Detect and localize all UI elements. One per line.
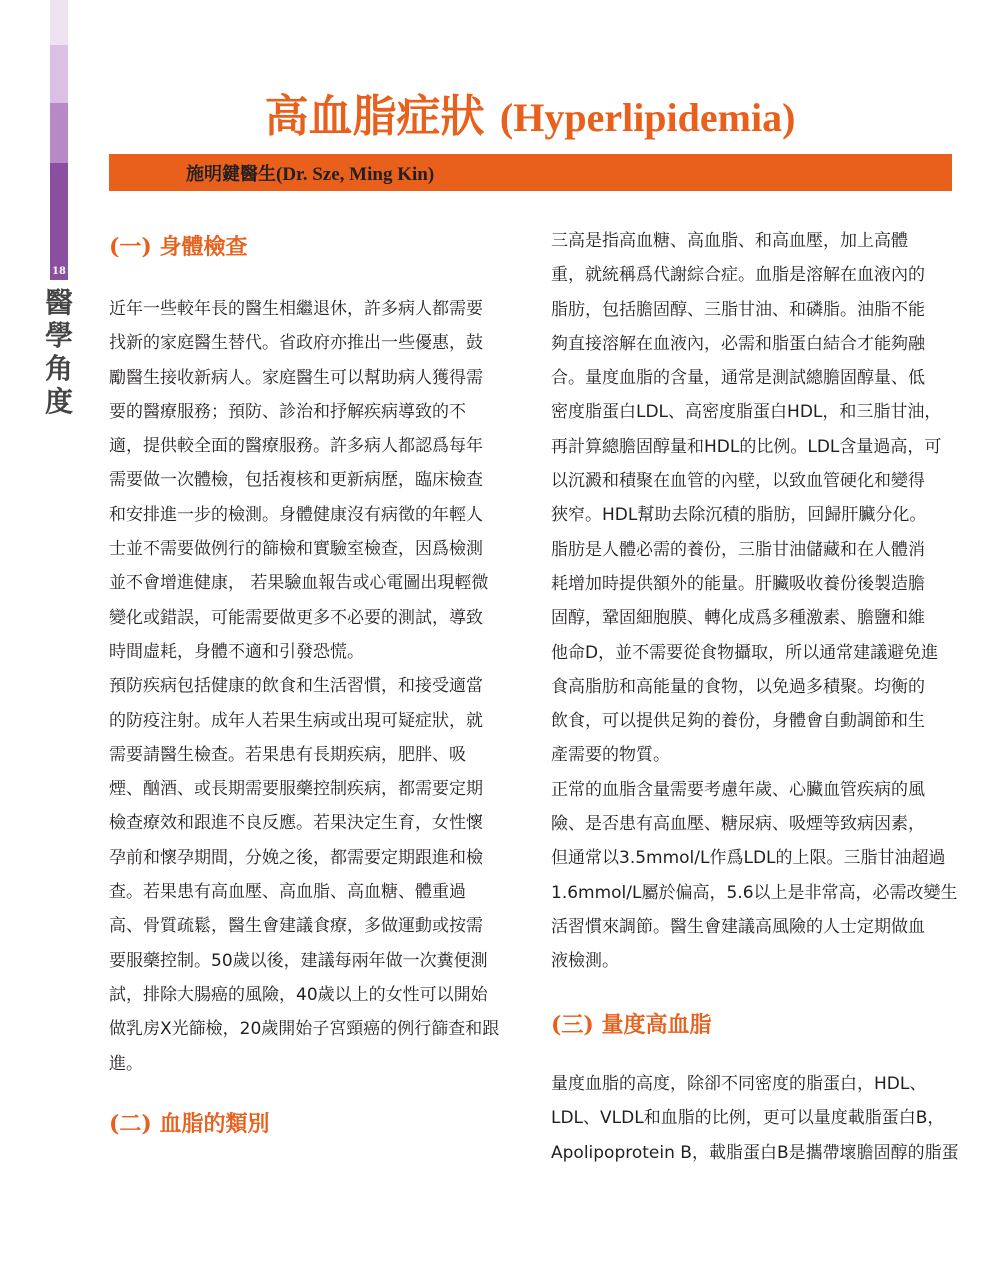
text-line: 找新的家庭醫生替代。省政府亦推出一些優惠，鼓 — [109, 333, 483, 354]
section-heading-3: (三) 量度高血脂 — [551, 1012, 712, 1038]
section-3-body — [551, 1067, 961, 1170]
text-line: 高、骨質疏鬆，醫生會建議食療，多做運動或按需 — [109, 916, 483, 937]
text-line: 密度脂蛋白LDL、高密度脂蛋白HDL，和三脂甘油， — [551, 402, 942, 423]
text-line: 查。若果患有高血壓、高血脂、高血糖、體重過 — [109, 882, 466, 903]
text-line: 固醇，鞏固細胞膜、轉化成爲多種激素、膽鹽和維 — [551, 608, 925, 629]
text-line: 耗增加時提供額外的能量。肝臟吸收養份後製造膽 — [551, 573, 925, 594]
left-column-body — [109, 292, 519, 1081]
text-line: 夠直接溶解在血液內，必需和脂蛋白結合才能夠融 — [551, 333, 925, 354]
text-line: 需要請醫生檢查。若果患有長期疾病，肥胖、吸 — [109, 744, 466, 765]
text-line: 但通常以3.5mmol/L作爲LDL的上限。三脂甘油超過 — [551, 848, 946, 869]
section-label-char: 學 — [44, 319, 73, 352]
text-line: 孕前和懷孕期間，分娩之後，都需要定期跟進和檢 — [109, 847, 483, 868]
text-line: 預防疾病包括健康的飲食和生活習慣，和接受適當 — [109, 676, 483, 697]
author-chinese: 施明鍵醫生 — [186, 164, 276, 185]
text-line: 和安排進一步的檢測。身體健康沒有病徵的年輕人 — [109, 504, 483, 525]
text-line: 產需要的物質。 — [551, 745, 670, 766]
text-line: 的防疫注射。成年人若果生病或出現可疑症狀，就 — [109, 710, 483, 731]
text-line: 要的醫療服務；預防、診治和抒解疾病導致的不 — [109, 401, 466, 422]
text-line: 士並不需要做例行的篩檢和實驗室檢查，因爲檢測 — [109, 539, 483, 560]
text-line: 再計算總膽固醇量和HDL的比例。LDL含量過高，可 — [551, 436, 942, 457]
text-line: 他命D，並不需要從食物攝取，所以通常建議避免進 — [551, 642, 939, 663]
section-label-vertical — [44, 286, 74, 418]
text-line: 進。 — [109, 1053, 143, 1074]
text-line: LDL、VLDL和血脂的比例，更可以量度載脂蛋白B， — [551, 1108, 945, 1129]
text-line: 飲食，可以提供足夠的養份，身體會自動調節和生 — [551, 711, 925, 732]
section-label-char: 度 — [44, 385, 73, 418]
text-line: 活習慣來調節。醫生會建議高風險的人士定期做血 — [551, 916, 925, 937]
text-line: 量度血脂的高度，除卻不同密度的脂蛋白，HDL、 — [551, 1074, 927, 1094]
text-line: 試，排除大腸癌的風險，40歲以上的女性可以開始 — [109, 984, 488, 1005]
text-line: 狹窄。HDL幫助去除沉積的脂肪，回歸肝臟分化。 — [551, 505, 927, 526]
text-line: 煙、酗酒、或長期需要服藥控制疾病，都需要定期 — [109, 779, 483, 800]
text-line: 時間虛耗，身體不適和引發恐慌。 — [109, 641, 364, 662]
text-line: 1.6mmol/L屬於偏高，5.6以上是非常高，必需改變生 — [551, 882, 958, 903]
page-number: 18 — [50, 263, 68, 280]
section-label-char: 角 — [44, 352, 73, 385]
page-title — [0, 80, 1000, 144]
text-line: 檢查療效和跟進不良反應。若果決定生育，女性懷 — [109, 813, 483, 834]
author-english: (Dr. Sze, Ming Kin) — [276, 164, 435, 185]
text-line: 脂肪是人體必需的養份，三脂甘油儲藏和在人體消 — [551, 539, 925, 560]
title-chinese: 高血脂症狀 — [264, 91, 485, 142]
sidebar-band-4 — [50, 163, 68, 263]
text-line: 需要做一次體檢，包括複核和更新病歷，臨床檢查 — [109, 470, 483, 491]
title-english: (Hyperlipidemia) — [499, 95, 796, 140]
text-line: 要服藥控制。50歲以後，建議每兩年做一次糞便測 — [109, 950, 488, 971]
text-line: 合。量度血脂的含量，通常是測試總膽固醇量、低 — [551, 368, 925, 389]
text-line: 近年一些較年長的醫生相繼退休，許多病人都需要 — [109, 299, 483, 319]
text-line: 勵醫生接收新病人。家庭醫生可以幫助病人獲得需 — [109, 367, 483, 388]
author-line — [186, 160, 434, 186]
text-line: 脂肪，包括膽固醇、三脂甘油、和磷脂。油脂不能 — [551, 299, 925, 320]
section-heading-1: (一) 身體檢查 — [109, 234, 248, 260]
text-line: 正常的血脂含量需要考慮年歲、心臟血管疾病的風 — [551, 779, 925, 800]
text-line: 液檢測。 — [551, 951, 619, 972]
text-line: 做乳房X光篩檢，20歲開始子宮頸癌的例行篩查和跟 — [109, 1019, 500, 1040]
section-label-char: 醫 — [44, 286, 73, 319]
text-line: 險、是否患有高血壓、糖尿病、吸煙等致病因素， — [551, 814, 925, 835]
text-line: 以沉澱和積聚在血管的內壁，以致血管硬化和變得 — [551, 471, 925, 492]
text-line: 重，就統稱爲代謝綜合症。血脂是溶解在血液內的 — [551, 265, 925, 286]
text-line: 變化或錯誤，可能需要做更多不必要的測試，導致 — [109, 607, 483, 628]
text-line: 適，提供較全面的醫療服務。許多病人都認爲每年 — [109, 436, 483, 457]
text-line: 並不會增進健康， 若果驗血報告或心電圖出現輕微 — [109, 573, 489, 594]
text-line: 食高脂肪和高能量的食物，以免過多積聚。均衡的 — [551, 676, 925, 697]
right-column-body — [551, 224, 961, 979]
text-line: Apolipoprotein B，載脂蛋白B是攜帶壞膽固醇的脂蛋 — [551, 1142, 959, 1163]
section-heading-2: (二) 血脂的類別 — [109, 1111, 270, 1137]
sidebar-band-1 — [50, 0, 68, 45]
text-line: 三高是指高血糖、高血脂、和高血壓，加上高體 — [551, 231, 908, 251]
